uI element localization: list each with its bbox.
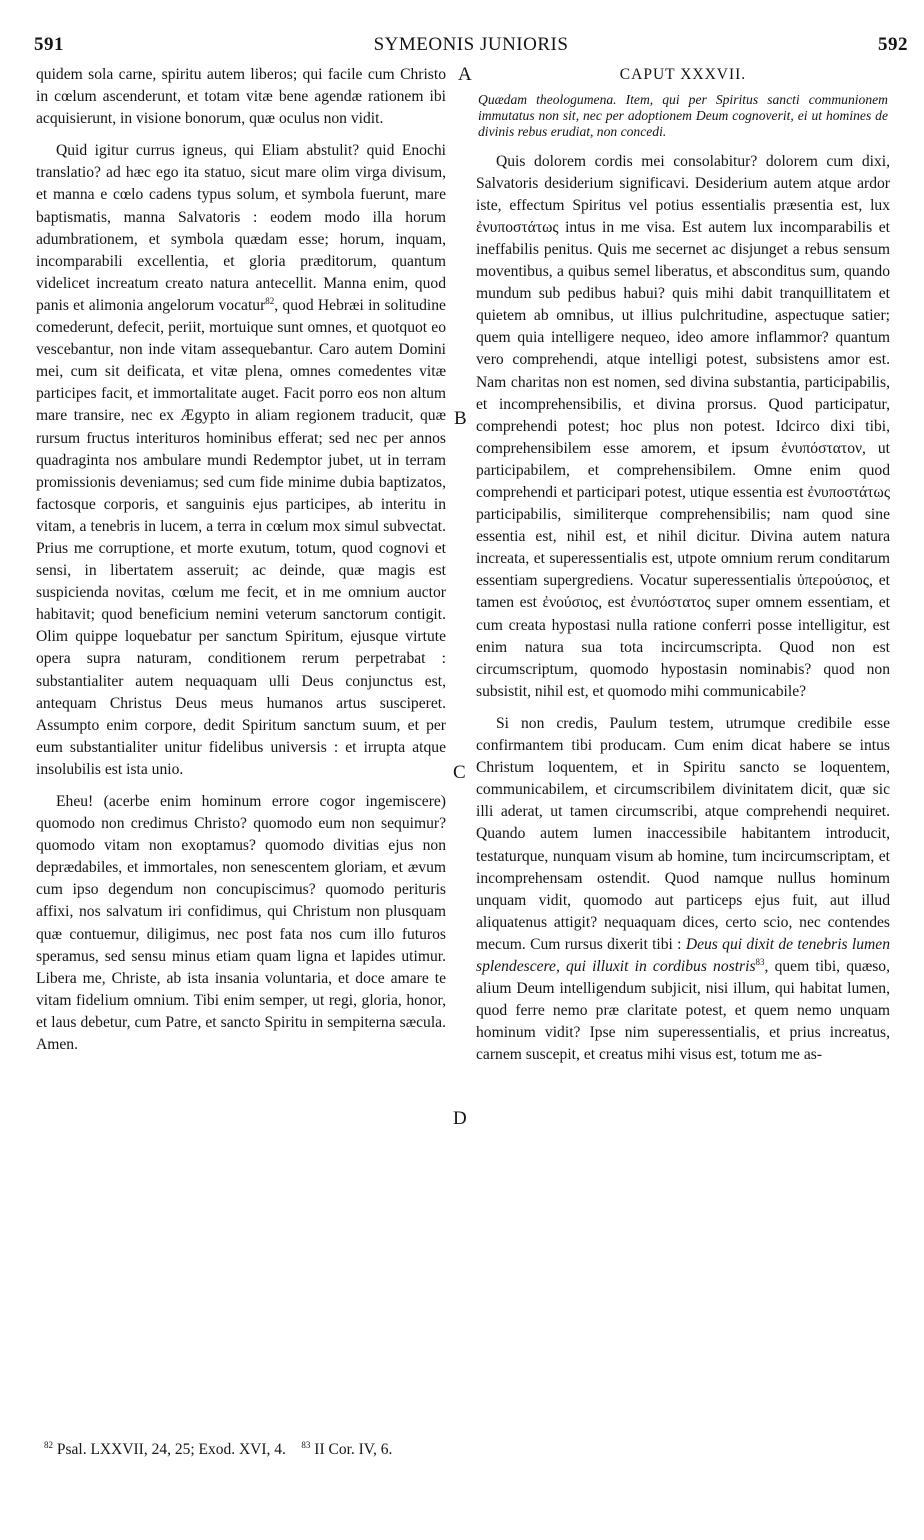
left-paragraph-3: Eheu! (acerbe enim hominum errore cogor ingemiscere) quomodo non credimus Christo? quomodo eum non sequimur? quomodo vitam non exoptamus? quomodo divitias ejus non deprædabiles, et immortales, non senescentem gloriam, et ævum cum ipso degendum non concupiscimus? quomodo perituris affixi, nos salvatum iri confidimus, qui Christum non plusquam quæ contuemur, diligimus, nec post fata nos cum illo futuros speramus, sed sensu minus etiam quam ligna et lapides utimur. Libera me, Christe, ab ista insania voluntaria, et doce amare te vitam fidelium omnium. Tibi enim semper, ut regi, gloria, honor, et laus debetur, cum Patre, et sancto Spiritu in sempiterna sæcula. Amen. — [36, 793, 446, 1054]
left-paragraph-1: quidem sola carne, spiritu autem liberos; qui facile cum Christo in cœlum ascenderunt, et totam vitæ bene agendæ rationem ibi acquisierunt, in visione bonorum, quæ oculus non vidit. — [36, 66, 446, 128]
right-paragraph-2-text-a: Si non credis, Paulum testem, utrumque credibile esse confirmantem tibi producam. Cum enim dicat habere se intus Christum loquentem, et in Spiritu sancto se loquentem, communicabilem, et circumscribilem divinitatem dicit, quæ sic illi aderat, ut tamen circumscribi, atque comprehendi nequiret. Quando autem lumen inaccessibile habitantem introducit, testaturque, nunquam visum ab homine, tum incircumscriptam, et incomprehensam ostendit. Quod namque nullus hominum unquam vidit, quomodo aut particeps ejus fuit, aut illud aliquatenus attigit? nequaquam dices, certo scio, nec contendes mecum. Cum rursus dixerit tibi : — [476, 714, 890, 953]
right-paragraph-2 — [476, 713, 890, 1067]
running-head — [34, 34, 908, 58]
left-paragraph-2-text-a: Quid igitur currus igneus, qui Eliam abstulit? quid Enochi translatio? ad hæc ego ita statuo, sicut mare olim virga divisum, et manna e cœlo cadens typus solum, et symbola fuerunt, mare baptismatis, manna Salvatoris : eodem modo illa horum adumbrationem, et symbola quædam esse; horum, inquam, incomparabili excellentia, et gloria præditorum, quantum videlicet increatum creato natura antecellit. Manna enim, quod panis et alimonia angelorum vocatur — [36, 142, 446, 314]
footnote-82: Psal. LXXVII, 24, 25; Exod. XVI, 4. — [56, 1441, 286, 1458]
footnote-ref-83: 83 — [755, 956, 765, 967]
footnote-mark-83: 83 — [301, 1439, 311, 1450]
running-title: SYMEONIS JUNIORIS — [373, 34, 569, 55]
right-column — [476, 64, 890, 1066]
margin-letter-b: B — [454, 408, 467, 429]
footnotes — [44, 1440, 894, 1460]
footnote-83: II Cor. IV, 6. — [314, 1441, 393, 1458]
page-number-left: 591 — [34, 34, 64, 55]
scripture-quote: Deus qui dixit de tenebris lumen splendescere, qui illuxit in cordibus nostris — [476, 935, 890, 975]
page-number-right: 592 — [878, 34, 908, 55]
chapter-argument: Quædam theologumena. Item, qui per Spiritus sancti communionem immutatus non sit, nec per adoptionem Deum cognoverit, ei ut homines de divinis rebus erudiat, non concedi. — [478, 92, 888, 140]
margin-letter-d: D — [453, 1108, 467, 1129]
left-paragraph-2 — [36, 140, 446, 781]
chapter-heading: CAPUT XXXVII. — [619, 66, 747, 83]
margin-letter-c: C — [453, 762, 466, 783]
margin-letter-a: A — [458, 64, 472, 85]
footnote-mark-82: 82 — [44, 1439, 53, 1450]
left-paragraph-2-text-b: , quod Hebræi in solitudine comederunt, defecit, periit, mortuique sunt omnes, et quotquot eo vescebantur, non inde vitam assequebantur. Caro autem Domini mei, cum sit deificata, et vitæ plena, omnes comedentes vitæ participes facit, et immortalitate auget. Facit porro eos non altum mare transire, nec ex Ægypto in aliam regionem traducit, quæ rursum fructus interituros hominibus efferat; sed nec per annos quadraginta nos ambulare mundi Redemptor jubet, ut in terram promissionis deveniamus; sed cum fide minime dubia baptizatos, factosque corporis, et sanguinis ejus participes, ab interitu in vitam, a tenebris in lucem, a terra in cœlum mox simul subvectat. Prius me corruptione, et morte exutum, totum, quod cognovi et sensi, in libertatem asseruit; ac deinde, quæ magis est suspicienda novitas, cœlum me fecit, et in me omnium auctor habitavit; quod beneficium nemini veterum sanctorum contigit. Olim quippe loquebatur per sanctum Spiritum, ejusque virtute opera supra naturam, conditionem rerum perpetrabat : substantialiter autem nequaquam ulli Deus conjunctus est, antequam Christus Deus meus humanos artus susciperet. Assumpto enim corpore, dedit Spiritum sanctum suum, et per eum substantialiter unitur fidelibus universis : et irrupta atque insolubilis est ista unio. — [36, 296, 446, 778]
right-paragraph-1: Quis dolorem cordis mei consolabitur? dolorem cum dixi, Salvatoris desiderium significavi. Desiderium autem atque ardor iste, effectum Spiritus vel potius essentialis præsentia est, lux ἐνυποστάτως intus in me visa. Est autem lux incomparabilis et ineffabilis penitus. Quis me secernet ac disjunget a rebus sensum moventibus, a quibus semel liberatus, et absconditus sum, quando mundum sub pedibus habui? quis mihi dabit tranquillitatem et quietem ab omnibus, ut illius pulchritudine, aspectuque satier; quem quia intelligere nequeo, ideo amore inflammor? quantum vero comprehendi, atque intelligi potest, subsistens amor est. Nam charitas non est nomen, sed divina substantia, participabilis, et incomprehensibilis, et divina prorsus. Quod participatur, comprehendi potest; hoc plus non potest. Idcirco dixi tibi, comprehensibilem esse amorem, et ipsum ἐνυπόστατον, ut participabilem, et comprehensibilem. Omne enim quod comprehendi et participari potest, utique essentia est ἐνυποστάτως participabilis, similiterque comprehensibilis; nam quod sine essentia est, nihil est, et nihil dicitur. Divina autem natura increata, et superessentialis est, utpote omnium rerum conditarum essentiam supergrediens. Vocatur superessentialis ὑπερούσιος, et tamen est ἐνούσιος, est ἐνυπόστατος super omnem essentiam, et cum creata hypostasi nulla ratione conferri posse intelligitur, est enim natura sua tota incircumscripta. Quod non est circumscriptum, quomodo hypostasin nominabis? quod non subsistit, nihil est, et quomodo mihi communicabile? — [476, 152, 890, 700]
right-paragraph-2-text-b: , quem tibi, quæso, alium Deum intelligendum subjicit, nisi illum, qui habitat lumen, quod ferre nemo præ claritate potest, et quem nemo unquam hominum vidit? Ipse nim superessentialis, et prius increatus, carnem suscepit, et creatus mihi visus est, totum me as- — [476, 957, 890, 1064]
footnote-ref-82: 82 — [265, 295, 275, 306]
left-column — [36, 64, 446, 1056]
